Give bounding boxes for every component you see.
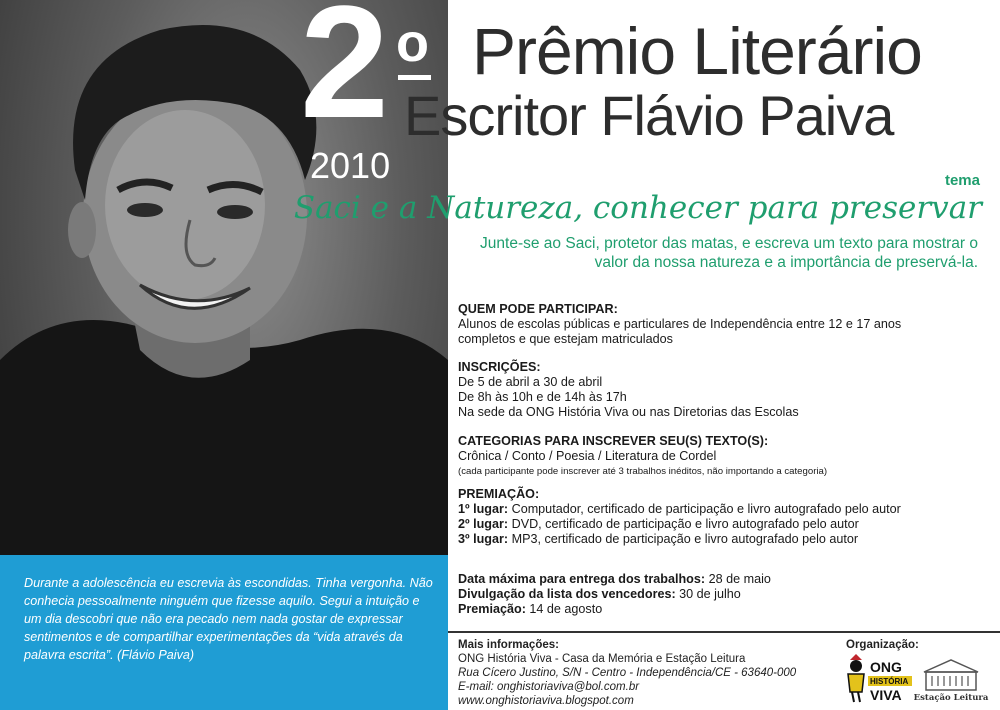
- contact-info: [458, 638, 828, 708]
- prize-item: [458, 517, 988, 532]
- date-row: [458, 587, 988, 602]
- section-categories: [458, 434, 988, 479]
- date-value: 14 de agosto: [529, 602, 603, 616]
- prize-item: [458, 532, 988, 547]
- prize-place: 3º lugar:: [458, 532, 509, 546]
- title-line-1: Prêmio Literário: [472, 14, 922, 88]
- date-label: Data máxima para entrega dos trabalhos:: [458, 572, 706, 586]
- quote-author: (Flávio Paiva): [117, 648, 195, 662]
- estacao-logo-graphic: [913, 654, 989, 704]
- ong-logo-graphic: [842, 654, 914, 704]
- organization-label: Organização:: [846, 639, 919, 651]
- date-label: Premiação:: [458, 602, 526, 616]
- contact-org: ONG História Viva - Casa da Memória e Estação Leitura: [458, 653, 746, 665]
- who-heading: QUEM PODE PARTICIPAR:: [458, 302, 618, 316]
- contact-website-link[interactable]: www.onghistoriaviva.blogspot.com: [458, 695, 634, 707]
- prize-place: 2º lugar:: [458, 517, 509, 531]
- date-value: 30 de julho: [679, 587, 741, 601]
- registration-line: De 8h às 10h e de 14h às 17h: [458, 390, 627, 404]
- svg-text:Estação Leitura: Estação Leitura: [913, 693, 989, 703]
- registration-line: De 5 de abril a 30 de abril: [458, 375, 603, 389]
- svg-text:ONG: ONG: [870, 659, 902, 675]
- prize-item: [458, 502, 988, 517]
- prize-text: DVD, certificado de participação e livro autografado pelo autor: [511, 517, 859, 531]
- contact-heading: Mais informações:: [458, 639, 559, 651]
- prize-text: MP3, certificado de participação e livro autografado pelo autor: [511, 532, 859, 546]
- svg-text:HISTÓRIA: HISTÓRIA: [870, 677, 909, 686]
- quote-text: Durante a adolescência eu escrevia às escondidas. Tinha vergonha. Não conhecia pessoalmente ninguém que fizesse aquilo. Segui a intuição e um dia descobri que não era pecado nem nada gostar de expressar sentimentos e de compartilhar experimentações da “vida através da palavra escrita”.: [24, 576, 433, 662]
- author-quote: [24, 574, 434, 664]
- footer-divider: [448, 631, 1000, 633]
- edition-number: 2: [300, 0, 385, 151]
- section-dates: [458, 572, 988, 617]
- section-prizes: [458, 487, 988, 547]
- contact-email[interactable]: E-mail: onghistoriaviva@bol.com.br: [458, 681, 640, 693]
- categories-heading: CATEGORIAS PARA INSCREVER SEU(S) TEXTO(S):: [458, 434, 769, 448]
- ong-historia-viva-logo: [842, 654, 914, 704]
- title-line-2: Escritor Flávio Paiva: [404, 84, 894, 147]
- prize-place: 1º lugar:: [458, 502, 509, 516]
- categories-list: Crônica / Conto / Poesia / Literatura de Cordel: [458, 449, 717, 463]
- section-who: [458, 302, 988, 347]
- theme-description: Junte-se ao Saci, protetor das matas, e escreva um texto para mostrar o valor da nossa natureza e a importância de preservá-la.: [480, 235, 978, 271]
- who-text: Alunos de escolas públicas e particulares de Independência entre 12 e 17 anos completos e que estejam matriculados: [458, 317, 902, 346]
- date-value: 28 de maio: [708, 572, 771, 586]
- theme-text: Saci e a Natureza, conhecer para preservar: [293, 190, 982, 226]
- estacao-leitura-logo: [913, 654, 989, 704]
- prize-text: Computador, certificado de participação e livro autografado pelo autor: [511, 502, 901, 516]
- theme-label: tema: [944, 172, 980, 189]
- edition-year: 2010: [310, 145, 391, 186]
- date-label: Divulgação da lista dos vencedores:: [458, 587, 676, 601]
- prizes-heading: PREMIAÇÃO:: [458, 487, 540, 501]
- section-registration: [458, 360, 988, 420]
- date-row: [458, 602, 988, 617]
- svg-text:VIVA: VIVA: [870, 687, 902, 703]
- edition-ordinal: o: [396, 13, 429, 73]
- contact-address: Rua Cícero Justino, S/N - Centro - Independência/CE - 63640-000: [458, 667, 797, 679]
- registration-line: Na sede da ONG História Viva ou nas Diretorias das Escolas: [458, 405, 799, 419]
- registration-heading: INSCRIÇÕES:: [458, 360, 541, 374]
- categories-note: (cada participante pode inscrever até 3 trabalhos inéditos, não importando a categoria): [458, 466, 828, 477]
- date-row: [458, 572, 988, 587]
